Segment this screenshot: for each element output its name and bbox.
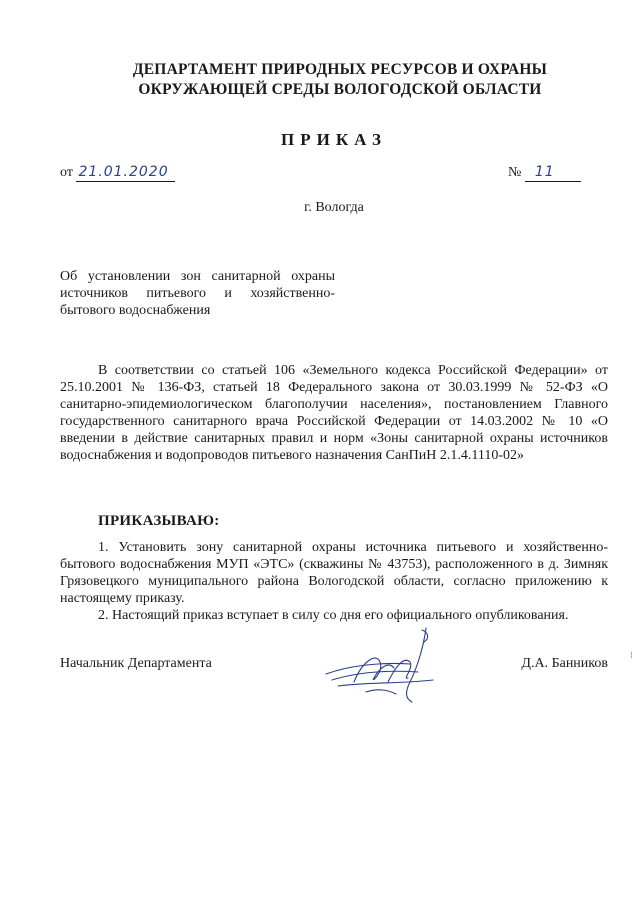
number-value: 11 bbox=[534, 164, 555, 180]
order-items bbox=[60, 539, 608, 624]
number-field bbox=[508, 164, 581, 182]
document-subject: Об установлении зон санитарной охраны источников питьевого и хозяйственно-бытового водоснабжения bbox=[60, 269, 335, 318]
number-underline bbox=[525, 164, 581, 182]
department-header bbox=[80, 60, 600, 100]
number-prefix: № bbox=[508, 165, 522, 180]
margin-mark: ⁝ bbox=[630, 650, 633, 660]
date-underline bbox=[76, 164, 174, 182]
date-value: 21.01.2020 bbox=[78, 164, 169, 180]
date-field bbox=[60, 164, 175, 182]
document-title: ПРИКАЗ bbox=[281, 130, 387, 149]
order-heading: ПРИКАЗЫВАЮ: bbox=[98, 513, 220, 529]
signatory-position: Начальник Департамента bbox=[60, 656, 212, 671]
order-item-2: 2. Настоящий приказ вступает в силу со дня его официального опубликования. bbox=[98, 608, 569, 623]
city: г. Вологда bbox=[304, 200, 364, 215]
order-item-1: 1. Установить зону санитарной охраны источника питьевого и хозяйственно-бытового водоснабжения МУП «ЭТС» (скважины № 43753), расположенного в д. Зимняк Грязовецкого муниципального района Вологодской области, согласно приложению к настоящему приказу. bbox=[60, 540, 608, 606]
handwritten-signature bbox=[318, 622, 443, 707]
preamble-paragraph: В соответствии со статьей 106 «Земельного кодекса Российской Федерации» от 25.10.2001 № 136-ФЗ, статьей 18 Федерального закона от 30.03.1999 № 52-ФЗ «О санитарно-эпидемиологическом благополучии населения», постановлением Главного государственного санитарного врача Российской Федерации от 14.03.2002 № 10 «О введении в действие санитарных правил и норм «Зоны санитарной охраны источников водоснабжения и водопроводов питьевого назначения СанПиН 2.1.4.1110-02» bbox=[60, 363, 608, 463]
department-line-2: ОКРУЖАЮЩЕЙ СРЕДЫ ВОЛОГОДСКОЙ ОБЛАСТИ bbox=[138, 81, 542, 98]
date-prefix: от bbox=[60, 165, 73, 180]
signatory-name: Д.А. Банников bbox=[521, 656, 608, 671]
department-line-1: ДЕПАРТАМЕНТ ПРИРОДНЫХ РЕСУРСОВ И ОХРАНЫ bbox=[132, 61, 548, 78]
